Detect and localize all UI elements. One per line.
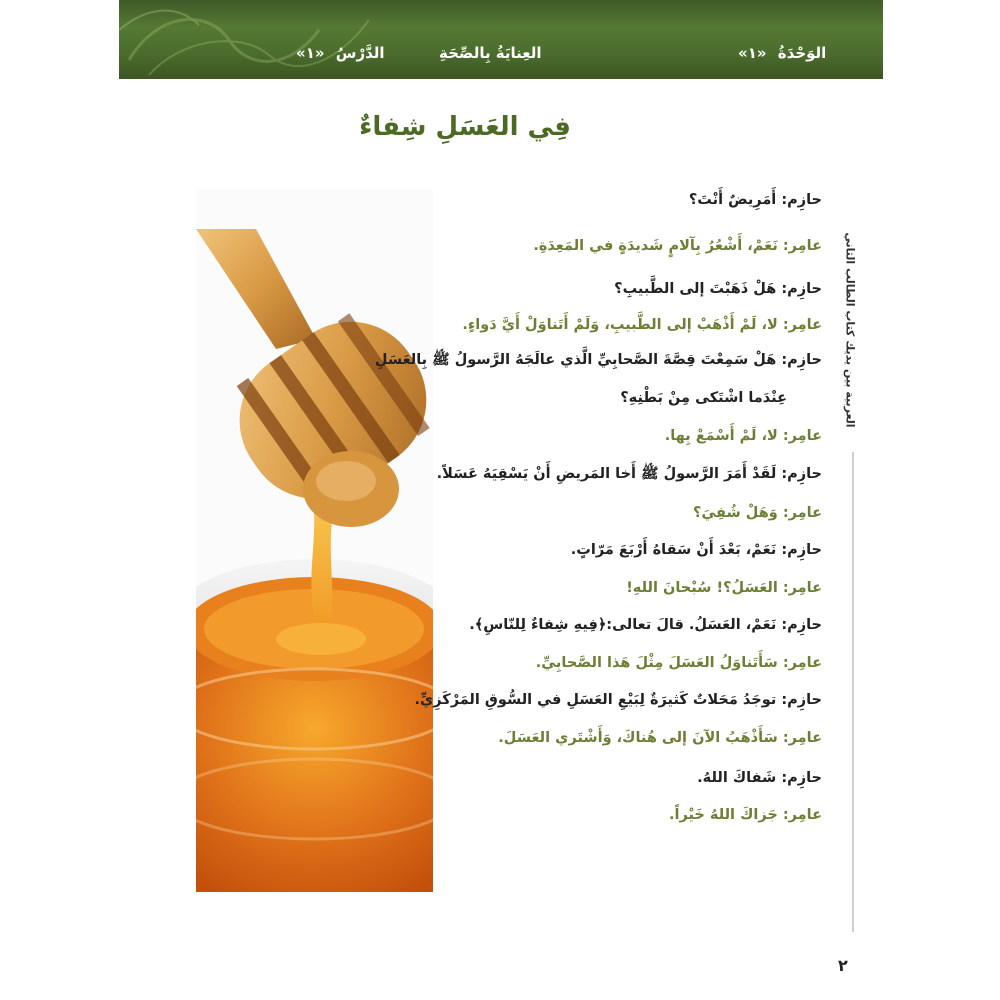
dialogue-line-amer: عامِر: لا، لَمْ أَسْمَعْ بِها. (664, 428, 822, 444)
dialogue-line-hazem: عِنْدَما اشْتَكى مِنْ بَطْنِهِ؟ (620, 390, 787, 406)
header-lesson (290, 44, 385, 62)
dialogue-line-hazem: حازِم: شَفاكَ اللهُ. (697, 770, 822, 786)
lesson-number: «١» (296, 44, 325, 62)
honey-photo (196, 189, 433, 892)
dialogue-line-amer: عامِر: سَأَتَناوَلُ العَسَلَ مِثْلَ هَذا الصَّحابِيِّ. (535, 655, 822, 671)
unit-number: «١» (738, 44, 767, 62)
page-number: ٢ (838, 956, 848, 975)
dialogue-line-hazem: حازِم: نَعَمْ، بَعْدَ أَنْ سَقاهُ أَرْبَعَ مَرّاتٍ. (570, 542, 822, 558)
decorative-swirl-icon (119, 0, 379, 79)
dialogue-line-hazem: حازِم: لَقَدْ أَمَرَ الرَّسولُ ﷺ أَخا المَريضِ أَنْ يَسْقِيَهُ عَسَلاً. (436, 466, 822, 482)
book-title-sidebar (835, 200, 865, 460)
lesson-title: فِي العَسَلِ شِفاءٌ (359, 112, 571, 142)
honey-dipper-illustration (196, 189, 433, 892)
dialogue-line-amer: عامِر: سَأَذْهَبُ الآنَ إلى هُناكَ، وَأَشْتَري العَسَلَ. (498, 730, 822, 746)
header-topic: العِنايَةُ بِالصِّحَةِ (439, 44, 542, 62)
unit-label: الوَحْدَةُ (777, 44, 827, 62)
dialogue-line-amer: عامِر: نَعَمْ، أَشْعُرُ بِآلامٍ شَديدَةٍ في المَعِدَةِ. (533, 238, 822, 254)
lesson-label: الدَّرْسُ (335, 44, 385, 62)
dialogue-line-amer: عامِر: العَسَلُ؟! سُبْحانَ اللهِ! (626, 580, 822, 596)
page-header (119, 0, 883, 79)
dialogue-line-amer: عامِر: وَهَلْ شُفِيَ؟ (692, 505, 822, 521)
book-title-text: العربية بين يديك كتاب الطالب الثاني (843, 232, 857, 428)
dialogue-line-hazem: حازِم: أَمَرِيضٌ أَنْتَ؟ (688, 192, 822, 208)
dialogue-line-hazem: حازِم: هَلْ ذَهَبْتَ إلى الطَّبيبِ؟ (614, 281, 822, 297)
dialogue-line-hazem: حازِم: توجَدُ مَحَلاتٌ كَثيرَةٌ لِبَيْعِ العَسَلِ في السُّوقِ المَرْكَزِيِّ. (414, 692, 822, 708)
sidebar-divider (852, 452, 854, 932)
dialogue-line-amer: عامِر: لا، لَمْ أَذْهَبْ إلى الطَّبيبِ، وَلَمْ أَتَناوَلْ أَيَّ دَواءٍ. (462, 317, 822, 333)
dialogue-line-amer: عامِر: جَزاكَ اللهُ خَيْراً. (668, 807, 822, 823)
dialogue-line-hazem: حازِم: هَلْ سَمِعْتَ قِصَّةَ الصَّحابِيِّ الَّذي عالَجَهُ الرَّسولُ ﷺ بِالعَسَلِ (374, 352, 822, 368)
dialogue-line-hazem: حازِم: نَعَمْ، العَسَلُ. قالَ تعالى:﴿فِيهِ شِفاءٌ لِلنّاسِ﴾. (469, 617, 822, 633)
header-unit (732, 44, 826, 62)
